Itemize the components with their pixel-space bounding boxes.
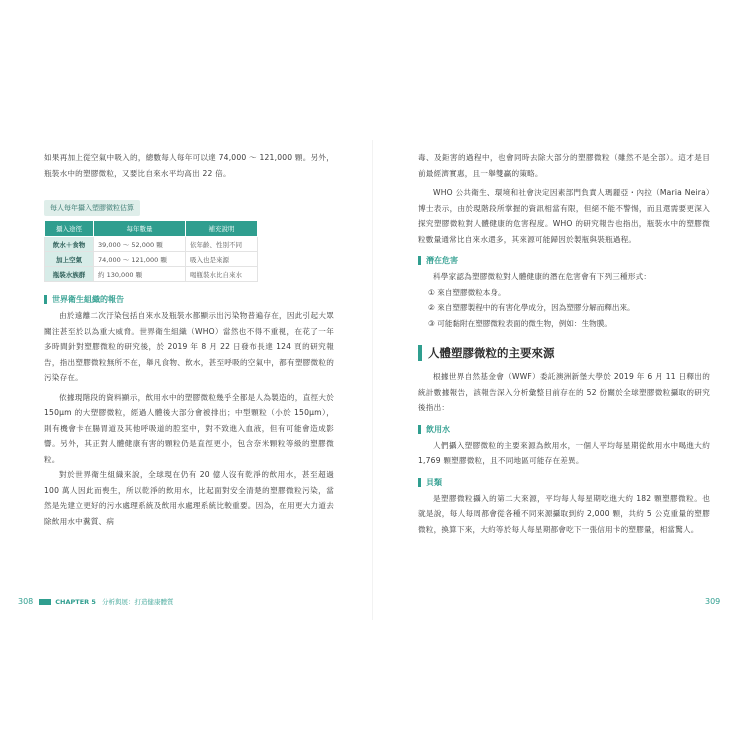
table-row [45,267,258,282]
left-paragraph-2: 由於遠離二次汙染包括自來水及瓶裝水都顯示出污染物普遍存在，因此引起大眾關注甚至於以為重大威脅。世界衛生組織（WHO）當然也不得不重視，在花了一年多時間針對塑膠微粒的研究後，於 2019 年 8 月 22 日發布長達 124 頁的研究報告，指出塑膠微粒無所不在，舉凡食物、飲水，甚至呼吸的空氣中，都有塑膠微粒的污染存在。 [44,311,334,382]
table-header: 攝入途徑 [45,221,94,237]
section-heading-who [44,294,334,305]
table-cell: 飲水＋食物 [45,237,94,252]
section-heading-label: 貝類 [426,477,442,487]
left-paragraph-1: 如果再加上從空氣中吸入的，總數每人每年可以達 74,000 ～ 121,000 顆。另外，瓶裝水中的塑膠微粒，又要比自來水平均高出 22 倍。 [44,153,334,178]
chapter-tag-icon [39,599,51,605]
right-paragraph-2: WHO 公共衛生、環境和社會決定因素部門負責人瑪麗亞・內拉（Maria Neira）博士表示，由於現階段所掌握的資訊相當有限，但絕不能不警惕，而且還需要更深入探究塑膠微粒對人體健康的危害程度。WHO 的研究報告也指出，瓶裝水中的塑膠微粒數量通常比自來水還多，其來源可能歸因於製瓶與裝瓶過程。 [418,188,710,244]
table-cell: 39,000 ～ 52,000 顆 [94,237,186,252]
table-cell: 約 130,000 顆 [94,267,186,282]
left-paragraph-3: 依據現階段的資料顯示，飲用水中的塑膠微粒幾乎全都是人為製造的，直徑大於 150μm 的大塑膠微粒，經過人體後大部分會被排出；中型顆粒（小於 150μm），則有機會卡在腸胃道及其他呼吸道的腔室中，對不致進入血液，但有可能會造成影響。另外，其正對人體健康有害的顆粒仍是直徑更小，包含奈米顆粒等級的塑膠微粒。 [44,392,334,464]
intake-table [44,220,258,282]
table-row [45,237,258,252]
list-item: ① 來自塑膠微粒本身。 [428,287,506,297]
section-heading-label: 飲用水 [426,424,450,434]
right-paragraph-3: 科學家認為塑膠微粒對人體健康的潛在危害會有下列三種形式： [433,272,652,281]
right-paragraph-1: 毒、及鉅害的過程中，也會同時去除大部分的塑膠微粒（雖然不是全部）。這才是目前最經濟實惠，且一舉雙贏的策略。 [418,153,710,178]
list-item: ③ 可能黏附在塑膠微粒表面的微生物，例如：生物膜。 [428,318,612,328]
table-caption: 每人每年攝入塑膠微粒估算 [44,200,140,216]
left-paragraph-4: 對於世界衛生組織來說，全球現在仍有 20 億人沒有乾淨的飲用水，甚至超過 100 萬人因此而喪生，所以乾淨的飲用水，比起面對安全清楚的塑膠微粒污染，當然是先建立更好的污水處理系統及飲用水處理系統比較重要。因為，在用更大力道去除飲用水中糞質、病 [44,470,334,526]
section-heading-label: 潛在危害 [426,256,458,265]
table-cell: 依年齡、性別不同 [185,237,257,252]
section-heading-water [418,424,710,435]
table-header-row [45,221,258,237]
table-row [45,252,258,267]
section-marker [418,256,421,265]
right-paragraph-4: 根據世界自然基金會（WWF）委託澳洲新堡大學於 2019 年 6 月 11 日釋出的統計數據報告，該報告深入分析彙整目前存在的 52 份關於全球塑膠微粒攝取的研究後指出： [418,372,710,412]
section-marker [418,425,421,434]
section-marker [44,295,47,304]
page-number-left: 308 [18,597,34,606]
section-marker [418,478,421,487]
section-heading-hazards [418,255,710,266]
page-number-right: 309 [705,597,721,606]
list-item: ② 來自塑膠製程中的有害化學成分，因為塑膠分解而釋出來。 [428,303,635,312]
right-paragraph-5: 人們攝入塑膠微粒的主要來源為飲用水，一個人平均每星期從飲用水中喝進大約 1,769 顆塑膠微粒，且不同地區可能存在差異。 [418,440,710,465]
right-page [418,150,710,620]
right-paragraph-6: 是塑膠微粒攝入的第二大來源，平均每人每星期吃進大約 182 顆塑膠微粒。也就是說，每人每周都會從各種不同來源攝取到約 2,000 顆，共約 5 公克重量的塑膠微粒，換算下來，大約等於每人每星期都會吃下一張信用卡的塑膠量，相當驚人。 [418,493,710,534]
section-heading-shellfish [418,477,710,488]
chapter-section-title: 人體塑膠微粒的主要來源 [418,345,710,361]
table-cell: 加上空氣 [45,252,94,267]
table-header: 補充說明 [185,221,257,237]
table-header: 每年數量 [94,221,186,237]
table-cell: 吸入也是來源 [185,252,257,267]
book-spine [372,140,373,620]
chapter-label: CHAPTER 5 [55,597,96,606]
table-cell: 74,000 ～ 121,000 顆 [94,252,186,267]
table-cell: 喝瓶裝水比自來水 [185,267,257,282]
table-cell: 瓶裝水族群 [45,267,94,282]
chapter-title: 分析與展：打造健康體質 [101,598,174,606]
left-page [44,150,334,620]
section-heading-label: 世界衛生組織的報告 [52,295,124,304]
intake-table-block [44,195,258,282]
left-footer [18,597,173,606]
